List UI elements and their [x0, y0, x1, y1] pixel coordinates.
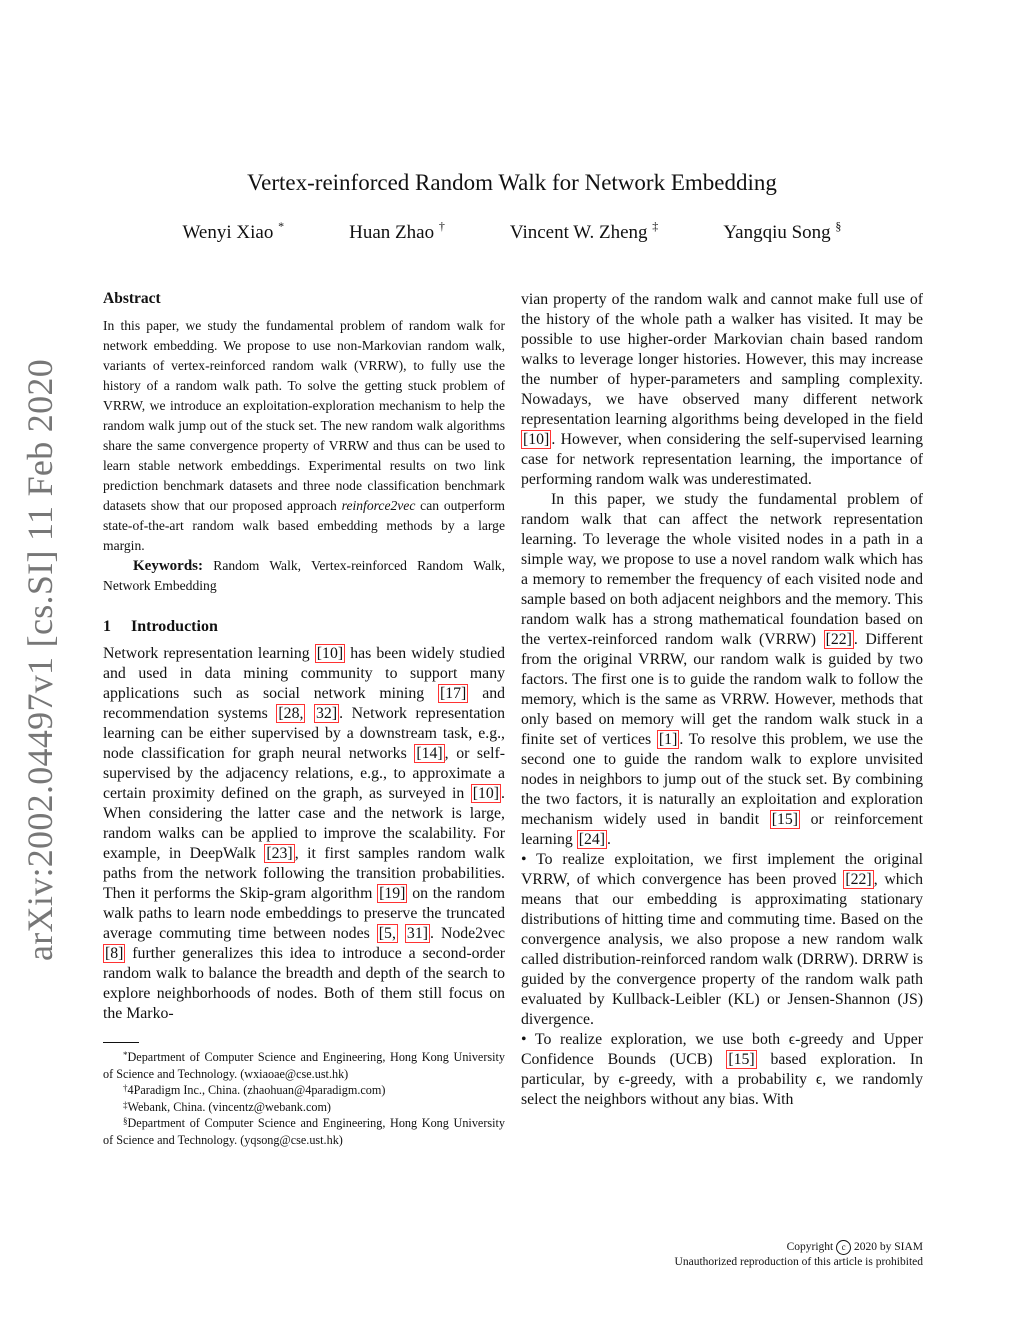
- footnote-mark: §: [123, 1116, 128, 1126]
- text: , it first samples random walk paths from the network following the transition probabilities. Then it performs the Skip-gram algorithm: [103, 845, 505, 902]
- citation-link[interactable]: [15]: [771, 811, 799, 828]
- citation-link[interactable]: [5,: [378, 925, 396, 942]
- arxiv-identifier: [18, 358, 62, 962]
- footnote-mark: †: [123, 1083, 128, 1093]
- copyright-footer: [675, 1240, 923, 1269]
- author-name: Vincent W. Zheng: [509, 222, 648, 243]
- citation-link[interactable]: [8]: [105, 945, 124, 962]
- right-column: [521, 290, 923, 1110]
- footnote-rule: [103, 1042, 139, 1043]
- citation-link[interactable]: [10]: [316, 645, 344, 662]
- abstract-heading: Abstract: [103, 290, 161, 307]
- footnote: [103, 1082, 505, 1099]
- copyright-suffix: 2020 by SIAM: [853, 1241, 923, 1254]
- text: Network representation learning: [103, 645, 310, 662]
- intro-paragraph: [103, 644, 505, 1024]
- copyright-line: [675, 1240, 923, 1255]
- text: based exploration. In particular, by ϵ-greedy, with a probability ϵ, we randomly select the neighbors without any bias. With: [521, 1051, 923, 1108]
- footnote-text: 4Paradigm Inc., China. (zhaohuan@4paradigm.com): [127, 1083, 386, 1097]
- author-mark: *: [278, 219, 285, 233]
- footnote-mark: *: [123, 1050, 128, 1060]
- author-mark: ‡: [652, 219, 659, 233]
- citation-link[interactable]: [17]: [440, 685, 467, 702]
- citation-link[interactable]: [22]: [825, 631, 852, 648]
- citation-link[interactable]: [28,: [278, 705, 304, 722]
- paragraph: [521, 290, 923, 490]
- text: , which means that our embedding is approximating stationary distributions of hitting time and commuting time. Based on the convergence analysis, we also propose a new random walk called distribution-reinforced random walk (DRRW). DRRW is guided by the convergence property of the random walk path evaluated by Kullback-Leibler (KL) or Jensen-Shannon (JS) divergence.: [521, 871, 923, 1028]
- copyright-icon: c: [836, 1240, 851, 1255]
- method-name: reinforce2vec: [341, 498, 416, 513]
- keywords-text: Random Walk, Vertex-reinforced Random Walk, Network Embedding: [103, 558, 505, 593]
- abstract-text: [103, 316, 505, 556]
- text: To realize exploration, we use both ϵ-greedy and Upper Confidence Bounds (UCB): [521, 1031, 923, 1068]
- footnote-text: Department of Computer Science and Engineering, Hong Kong University of Science and Technology. (wxiaoae@cse.ust.hk): [103, 1050, 505, 1081]
- author-name: Yangqiu Song: [723, 222, 831, 243]
- text: or reinforcement learning: [521, 811, 923, 848]
- abstract-body-end: can outperform state-of-the-art random walk based embedding methods by a large margin.: [103, 498, 505, 553]
- footnote: [103, 1099, 505, 1116]
- text: vian property of the random walk and cannot make full use of the history of the whole path a walker has visited. It may be possible to use higher-order Markovian chain based random walks to leverage longer histories. However, this may increase the number of hyper-parameters and sampling complexity. Nowadays, we have observed many different network representation learning algorithms being developed in the field: [521, 291, 923, 428]
- citation-link[interactable]: 32]: [316, 705, 338, 722]
- section-title: Introduction: [131, 618, 218, 635]
- citation-link[interactable]: [24]: [578, 831, 606, 848]
- author: [509, 219, 659, 244]
- bullet-paragraph: [521, 850, 923, 1030]
- citation-link[interactable]: [19]: [379, 885, 406, 902]
- text: further generalizes this idea to introduce a second-order random walk to balance the breadth and depth of the search to explore neighborhoods of nodes. Both of them still focus on the Marko-: [103, 945, 505, 1022]
- bullet-icon: •: [521, 851, 527, 868]
- citation-link[interactable]: 31]: [406, 925, 428, 942]
- abstract-body: In this paper, we study the fundamental problem of random walk for network embedding. We propose to use non-Markovian random walk, variants of vertex-reinforced random walk (VRRW), to fully use the history of a random walk path. To solve the getting stuck problem of VRRW, we introduce an exploitation-exploration mechanism to help the random walk jump out of the stuck set. The new random walk algorithms share the same convergence property of VRRW and thus can be used to learn stable network embeddings. Experimental results on two link prediction benchmark datasets and three node classification benchmark datasets show that our proposed approach: [103, 318, 505, 513]
- text: has been widely studied and used in data mining community to support many applications such as social network mining: [103, 645, 505, 702]
- footnote-text: Webank, China. (vincentz@webank.com): [127, 1099, 331, 1114]
- citation-link[interactable]: [23]: [266, 845, 293, 862]
- section-number: 1: [103, 618, 111, 635]
- paragraph: [521, 490, 923, 850]
- text: To realize exploitation, we first implement the original VRRW, of which convergence has been proved: [521, 851, 923, 888]
- text: .: [607, 831, 611, 848]
- author-list: [150, 219, 874, 244]
- author-mark: †: [438, 219, 445, 233]
- left-column: [103, 290, 505, 1148]
- citation-link[interactable]: [10]: [523, 431, 550, 448]
- footnote-text: Department of Computer Science and Engineering, Hong Kong University of Science and Technology. (yqsong@cse.ust.hk): [103, 1116, 505, 1147]
- keywords: [103, 556, 505, 596]
- text: . Different from the original VRRW, our random walk is guided by two factors. The first one is to guide the random walk to follow the memory, which is the same as VRRW. However, methods that only based on memory will get the random walk stuck in a finite set of vertices: [521, 631, 923, 748]
- text: . Network representation learning can be either supervised by a downstream task, e.g., node classification for graph neural networks: [103, 705, 505, 762]
- section-heading: [103, 618, 505, 636]
- citation-link[interactable]: [14]: [416, 745, 443, 762]
- author-mark: §: [835, 219, 842, 233]
- text: . To resolve this problem, we use the second one to guide the random walk to explore unvisited nodes in neighbors to jump out of the stuck set. By combining the two factors, it is naturally an exploitation and exploration mechanism widely used in bandit: [521, 731, 924, 828]
- text: , or self-supervised by the adjacency relations, e.g., to approximate a certain proximity defined on the graph, as surveyed in: [103, 745, 505, 802]
- citation-link[interactable]: [1]: [658, 731, 678, 748]
- author-name: Wenyi Xiao: [182, 222, 274, 243]
- citation-link[interactable]: [15]: [728, 1051, 755, 1068]
- citation-link[interactable]: [10]: [472, 785, 500, 802]
- copyright-prefix: Copyright: [786, 1241, 834, 1254]
- bullet-icon: •: [521, 1031, 527, 1048]
- text: . Node2vec: [429, 925, 505, 942]
- author: [349, 219, 445, 244]
- paper-title: Vertex-reinforced Random Walk for Network Embedding: [247, 170, 777, 195]
- text: and recommendation systems: [103, 685, 506, 722]
- text: on the random walk paths to learn node embeddings to preserve the truncated average commuting time between nodes: [103, 885, 506, 942]
- bullet-paragraph: [521, 1030, 923, 1110]
- footnote: [103, 1049, 505, 1082]
- citation-link[interactable]: [22]: [845, 871, 872, 888]
- text: . When considering the latter case and the network is large, random walks can be applied to improve the scalability. For example, in DeepWalk: [103, 785, 505, 862]
- footnote-mark: ‡: [123, 1099, 128, 1110]
- text: . However, when considering the self-supervised learning case for network representation learning, the importance of performing random walk was underestimated.: [521, 431, 923, 488]
- arxiv-id-text: arXiv:2002.04497v1 [cs.SI] 11 Feb 2020: [20, 358, 60, 962]
- author-name: Huan Zhao: [349, 222, 435, 243]
- reproduction-notice: Unauthorized reproduction of this article is prohibited: [674, 1256, 923, 1268]
- keywords-label: Keywords:: [133, 558, 203, 574]
- text: In this paper, we study the fundamental problem of random walk that can affect the network representation learning. To leverage the whole visited nodes in a path in a simple way, we propose to use a novel random walk which has a memory to remember the frequency of each visited node and sample based on both adjacent neighbors and the memory. This random walk has a strong mathematical foundation based on the vertex-reinforced random walk (VRRW): [521, 491, 923, 648]
- author: [723, 219, 842, 244]
- footnote: [103, 1115, 505, 1148]
- author: [182, 219, 285, 244]
